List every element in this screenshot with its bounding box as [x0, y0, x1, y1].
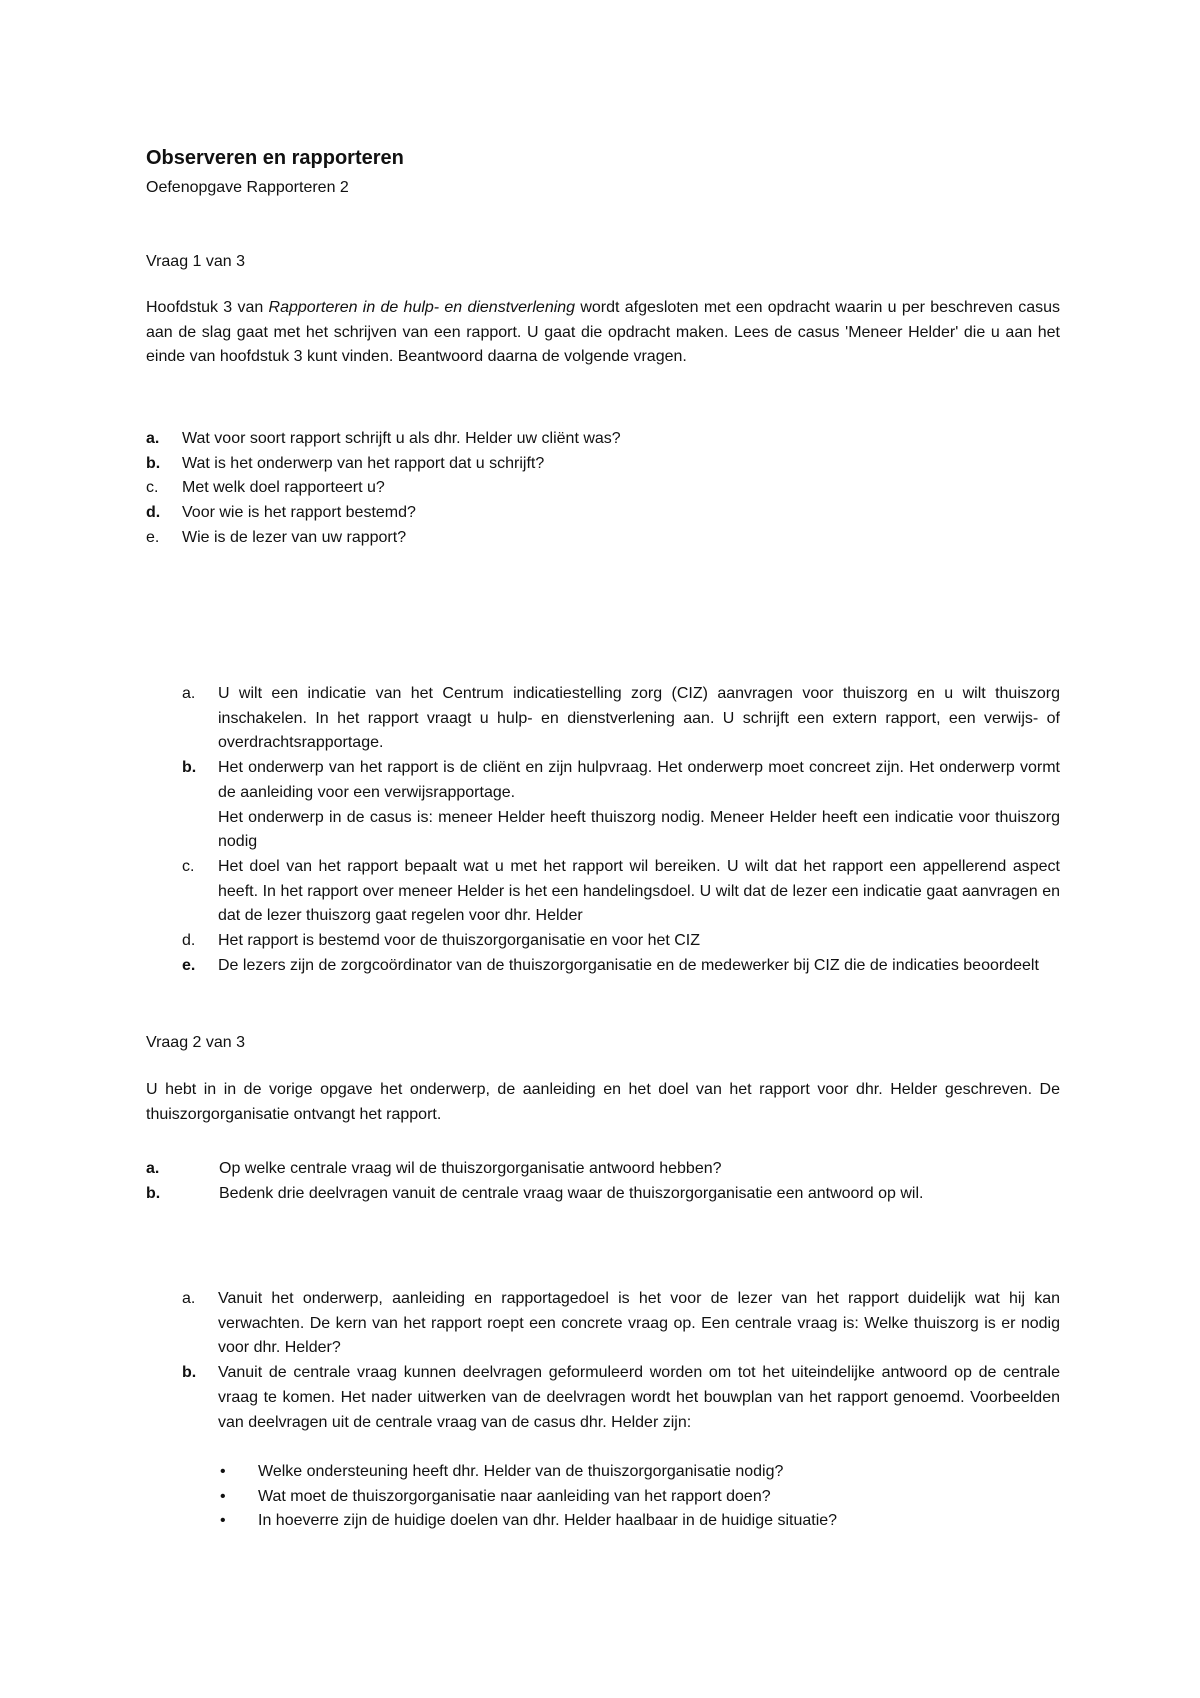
list-marker: a.: [146, 1160, 160, 1177]
list-marker: a.: [182, 1290, 196, 1307]
answer-1-list: [182, 682, 1060, 978]
answer-text: De lezers zijn de zorgcoördinator van de thuiszorgorganisatie en de medewerker bij CIZ die de indicaties beoordeelt: [218, 956, 1039, 974]
document-subtitle: Oefenopgave Rapporteren 2: [146, 179, 349, 196]
list-item: [146, 501, 621, 526]
list-marker: c.: [146, 479, 159, 497]
question-text: Wie is de lezer van uw rapport?: [182, 528, 407, 546]
list-item: [182, 855, 1060, 929]
answer-text: Het doel van het rapport bepaalt wat u met het rapport wil bereiken. U wilt dat het rapport een appellerend aspect heeft. In het rapport over meneer Helder is het een handelingsdoel. U wilt dat de lezer een indicatie gaat aanvragen en dat de lezer thuiszorg gaat regelen voor dhr. Helder: [218, 857, 1060, 925]
list-item: [182, 682, 1060, 756]
list-marker: c.: [182, 857, 195, 875]
list-item: [146, 1157, 923, 1182]
question-text: Bedenk drie deelvragen vanuit de centrale vraag waar de thuiszorgorganisatie een antwoord op wil.: [219, 1184, 924, 1202]
question-2-heading: Vraag 2 van 3: [146, 1034, 246, 1051]
list-item: [182, 954, 1060, 979]
list-item: [182, 1287, 1060, 1361]
list-item: [146, 1182, 923, 1207]
answer-text-continued: Het onderwerp in de casus is: meneer Helder heeft thuiszorg nodig. Meneer Helder heeft een indicatie voor thuiszorg nodig: [218, 808, 1060, 851]
list-marker: b.: [146, 1184, 161, 1202]
list-item: [182, 756, 1060, 855]
sub-question-bullets: [218, 1460, 837, 1534]
answer-text: Vanuit het onderwerp, aanleiding en rapportagedoel is het voor de lezer van het rapport duidelijk wat hij kan verwachten. De kern van het rapport roept een concrete vraag op. Een centrale vraag is: Welke thuiszorg is er nodig voor dhr. Helder?: [218, 1290, 1060, 1357]
list-item: [146, 526, 621, 551]
list-item: [146, 476, 621, 501]
question-1-heading: Vraag 1 van 3: [146, 253, 246, 270]
bullet-icon: •: [220, 1487, 226, 1505]
document-title: Observeren en rapporteren: [146, 147, 404, 169]
bullet-text: In hoeverre zijn de huidige doelen van dhr. Helder haalbaar in de huidige situatie?: [258, 1512, 838, 1530]
list-item: [182, 1361, 1060, 1435]
question-text: Op welke centrale vraag wil de thuiszorgorganisatie antwoord hebben?: [219, 1160, 722, 1177]
answer-text: U wilt een indicatie van het Centrum indicatiestelling zorg (CIZ) aanvragen voor thuiszorg en u wilt thuiszorg inschakelen. In het rapport vraagt u hulp- en dienstverlening aan. U schrijft een extern rapport, een verwijs- of overdrachtsrapportage.: [218, 685, 1060, 752]
list-marker: a.: [182, 685, 196, 702]
list-item: [146, 452, 621, 477]
list-marker: d.: [146, 504, 161, 522]
list-item: [182, 929, 1060, 954]
book-title: Rapporteren in de hulp- en dienstverlening: [268, 299, 576, 316]
bullet-icon: •: [220, 1463, 226, 1480]
question-text: Met welk doel rapporteert u?: [182, 479, 385, 497]
answer-text: Het rapport is bestemd voor de thuiszorgorganisatie en voor het CIZ: [218, 932, 701, 950]
bullet-text: Wat moet de thuiszorgorganisatie naar aanleiding van het rapport doen?: [258, 1487, 771, 1505]
answer-2-list: [182, 1287, 1060, 1435]
list-item: [146, 427, 621, 452]
answer-text: Vanuit de centrale vraag kunnen deelvragen geformuleerd worden om tot het uiteindelijke antwoord op de centrale vraag te komen. Het nader uitwerken van de deelvragen wordt het bouwplan van het rapport genoemd. Voorbeelden van deelvragen uit de centrale vraag van de casus dhr. Helder zijn:: [218, 1364, 1060, 1431]
question-1-list: [146, 427, 621, 551]
list-marker: d.: [182, 932, 196, 950]
answer-text: Het onderwerp van het rapport is de cliënt en zijn hulpvraag. Het onderwerp moet concreet zijn. Het onderwerp vormt de aanleiding voor een verwijsrapportage.: [218, 759, 1060, 801]
list-item: [218, 1509, 837, 1534]
list-marker: b.: [146, 454, 161, 472]
question-2-list: [146, 1157, 923, 1206]
bullet-text: Welke ondersteuning heeft dhr. Helder van de thuiszorgorganisatie nodig?: [258, 1463, 784, 1480]
question-text: Wat voor soort rapport schrijft u als dhr. Helder uw cliënt was?: [182, 430, 621, 447]
list-item: [218, 1460, 837, 1485]
list-marker: a.: [146, 430, 160, 447]
question-1-intro: [146, 296, 1060, 370]
bullet-icon: •: [220, 1512, 226, 1530]
list-item: [218, 1485, 837, 1510]
question-text: Wat is het onderwerp van het rapport dat u schrijft?: [182, 454, 545, 472]
list-marker: b.: [182, 759, 197, 777]
question-2-intro: U hebt in in de vorige opgave het onderwerp, de aanleiding en het doel van het rapport voor dhr. Helder geschreven. De thuiszorgorganisatie ontvangt het rapport.: [146, 1081, 1060, 1123]
intro-text-start: Hoofdstuk 3 van: [146, 299, 269, 316]
list-marker: e.: [146, 528, 160, 546]
intro-text-end: wordt afgesloten met een opdracht waarin u per beschreven casus aan de slag gaat met het schrijven van een rapport. U gaat die opdracht maken. Lees de casus 'Meneer Helder' die u aan het einde van hoofdstuk 3 kunt vinden. Beantwoord daarna de volgende vragen.: [146, 299, 1061, 366]
list-marker: b.: [182, 1364, 197, 1382]
list-marker: e.: [182, 956, 196, 974]
question-text: Voor wie is het rapport bestemd?: [182, 504, 416, 522]
